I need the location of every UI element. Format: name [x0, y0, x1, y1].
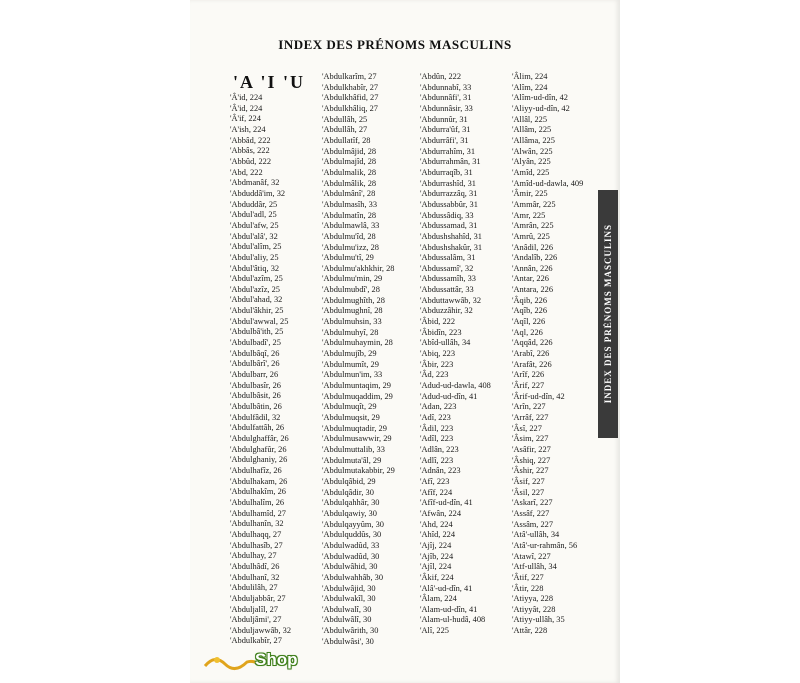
index-entry: 'Adlân, 223 [420, 444, 459, 454]
index-entry: 'Abdullatîf, 28 [322, 135, 371, 145]
index-entry: 'Alam-ul-hudâ, 408 [420, 615, 486, 625]
index-entry: 'Aliyy-ud-dîn, 42 [512, 103, 570, 113]
index-entry: 'Antara, 226 [512, 285, 554, 295]
index-entry: 'Abduddâr, 25 [230, 199, 278, 209]
index-entry: 'Abdullâh, 27 [322, 125, 368, 135]
index-entry: 'Abdulqayyûm, 30 [322, 519, 384, 529]
index-entry: 'Abduzzâhir, 32 [420, 306, 473, 316]
index-entry: 'Atawî, 227 [512, 551, 551, 561]
index-entry: 'Âbir, 223 [420, 359, 454, 369]
index-entry: 'Arrâf, 227 [512, 413, 549, 422]
index-entry: 'Abdulwâhid, 30 [322, 562, 378, 572]
index-entry: 'Abdussâdiq, 33 [420, 210, 474, 220]
index-entry: 'Ajîj, 224 [420, 540, 452, 550]
index-entry: 'Afîf, 224 [420, 487, 453, 497]
index-entry: 'Abdul'âkhir, 25 [230, 306, 284, 316]
index-entry: 'Âtir, 228 [512, 583, 544, 593]
index-entry: 'Abdulmuqtadir, 29 [322, 423, 387, 433]
index-entry: 'Adan, 223 [420, 402, 457, 412]
index-entry: 'Abdulmuqaddim, 29 [322, 391, 393, 401]
index-entry: 'Abdul'azîz, 25 [230, 284, 280, 294]
index-entry: 'Abdulbâsit, 26 [230, 391, 281, 401]
index-entry: 'Abdulmuhaymin, 28 [322, 338, 393, 348]
index-entry: 'Abdul'ahad, 32 [230, 295, 283, 305]
index-entry: 'Âdil, 223 [420, 423, 454, 433]
index-entry: 'Aqîb, 226 [512, 306, 548, 316]
index-entry: 'Abd, 222 [230, 167, 263, 177]
index-entry: 'Amîd, 225 [512, 167, 550, 177]
index-entry: 'Arîf, 226 [512, 370, 545, 380]
logo-swoosh-icon [203, 650, 263, 674]
index-entry: 'Abduddâ'im, 32 [230, 188, 286, 198]
logo-text: Shop [255, 650, 298, 669]
page-title: INDEX DES PRÉNOMS MASCULINS [278, 37, 512, 52]
index-entry: 'Alî, 225 [420, 626, 449, 636]
index-entry: 'Abdulkhâfid, 27 [322, 93, 379, 103]
index-entry: 'Abdul'alâ', 32 [230, 231, 278, 241]
index-entry: 'Abdulmuttalib, 33 [322, 444, 385, 454]
index-entry: 'Abdulghaffâr, 26 [230, 434, 289, 443]
index-entry: 'Abdulbâ'ith, 25 [230, 327, 284, 337]
index-entry: 'Âbidîn, 223 [420, 327, 462, 337]
index-entry: 'Arafât, 226 [512, 359, 552, 369]
index-entry: 'Abdulwalî, 30 [322, 604, 372, 614]
index-entry: 'Abdurrâfi', 31 [420, 135, 469, 145]
index-entry: 'Abdul'awwal, 25 [230, 316, 289, 326]
index-entry: 'Abdulwârith, 30 [322, 626, 379, 636]
index-entry: 'Abdulkhabîr, 27 [322, 82, 379, 92]
index-entry: 'Abdussabbûr, 31 [420, 199, 478, 209]
index-entry: 'Abduljawwâb, 32 [230, 625, 292, 635]
index-entry: 'Abdurrazzâq, 31 [420, 189, 478, 199]
index-entry: 'Abdulmun'im, 33 [322, 370, 383, 380]
index-entry: 'Âbid, 222 [420, 317, 456, 327]
index-entry: 'Atiyyât, 228 [512, 604, 556, 614]
index-entry: 'Abdulmuta'âl, 29 [322, 455, 382, 465]
index-entry: 'Âsî, 227 [512, 423, 542, 433]
index-entry: 'Abdul'adl, 25 [230, 210, 277, 220]
index-entry: 'Abdulghaniy, 26 [230, 455, 288, 465]
index-entry: 'Abdulbasîr, 26 [230, 380, 281, 390]
index-entry: 'Abdûn, 222 [420, 72, 462, 81]
index-entry: 'Abdulmajîd, 28 [322, 157, 377, 167]
index-entry: 'Abdunnâfi', 31 [420, 93, 472, 103]
index-entry: 'Ârif, 227 [512, 381, 545, 391]
index-entry: 'Abdulmughnî, 28 [322, 306, 383, 316]
index-entry: 'Atf-ullâh, 34 [512, 562, 557, 572]
index-entry: 'Arîn, 227 [512, 402, 546, 412]
index-entry: 'Adud-ud-dawla, 408 [420, 381, 491, 391]
index-entry: 'Attâr, 228 [512, 626, 548, 636]
index-entry: 'Abdul'alîm, 25 [230, 242, 282, 252]
index-entry: 'Abdulfattâh, 26 [230, 423, 285, 433]
index-entry: 'Abdulmuhyî, 28 [322, 327, 379, 337]
index-entry: 'Abdulkarîm, 27 [322, 72, 377, 81]
index-entry: 'Abdunnabî, 33 [420, 82, 472, 92]
index-entry: 'Abdulmughîth, 28 [322, 295, 385, 305]
index-entry: 'Abbâd, 222 [230, 135, 271, 145]
index-entry: 'Abdurrahîm, 31 [420, 146, 476, 156]
index-entry: 'Abdulmumît, 29 [322, 359, 379, 369]
index-entry: 'Assâm, 227 [512, 519, 554, 529]
index-entry: 'Abdulmuqsit, 29 [322, 413, 380, 422]
index-entry: 'Abdulwahhâb, 30 [322, 572, 384, 582]
index-entry: 'Abdulwâlî, 30 [322, 615, 372, 625]
index-entry: 'Abdurra'ûf, 31 [420, 125, 471, 135]
index-entry: 'Abdulmatîn, 28 [322, 210, 377, 220]
index-entry: 'Abîd-ullâh, 34 [420, 338, 471, 348]
index-entry: 'Ajîl, 224 [420, 562, 452, 572]
index-entry: 'Abdulhay, 27 [230, 551, 277, 561]
index-entry: 'Abdulilâh, 27 [230, 583, 278, 593]
index-entry: 'Âsif, 227 [512, 476, 545, 486]
index-entry: 'Âmir, 225 [512, 189, 548, 199]
index-entry: 'Abdulbâqî, 26 [230, 348, 280, 358]
index-entry: 'Allâl, 225 [512, 114, 548, 124]
index-entry: 'Adî, 223 [420, 413, 451, 422]
index-entry: 'Abdulwakîl, 30 [322, 594, 376, 604]
index-entry: 'Abdurraqîb, 31 [420, 167, 473, 177]
index-entry: 'Abdulmutakabbir, 29 [322, 466, 395, 476]
index-entry: 'Abdullâh, 25 [322, 114, 368, 124]
index-entry: 'Abdulmâlik, 28 [322, 178, 377, 188]
index-entry: 'Afîf-ud-dîn, 41 [420, 498, 473, 508]
index-entry: 'Abdulhalîm, 26 [230, 497, 285, 507]
index-entry: 'Amrân, 225 [512, 221, 554, 231]
section-tab [598, 190, 618, 438]
index-entry: 'Atiyya, 228 [512, 594, 554, 604]
index-entry: 'Abdulmubdî', 28 [322, 285, 380, 295]
index-entry: 'A'ish, 224 [230, 124, 266, 134]
shop-logo [203, 650, 303, 674]
index-entry: 'Abdulmalik, 28 [322, 167, 377, 177]
index-entry: 'Adlî, 223 [420, 455, 454, 465]
index-entry: 'Adud-ud-dîn, 41 [420, 391, 478, 401]
index-entry: 'Abdmanâf, 32 [230, 178, 280, 188]
index-entry: 'Abdulkabîr, 27 [230, 636, 282, 646]
index-entry: 'Abdulkhâliq, 27 [322, 103, 378, 113]
index-entry: 'Amrû, 225 [512, 231, 550, 241]
index-entry: 'Âlim, 224 [512, 72, 548, 81]
index-entry: 'Abdulmasîh, 33 [322, 199, 378, 209]
index-entry: 'Abdulwâsi', 30 [322, 636, 374, 646]
index-entry: 'Abdulmuhsin, 33 [322, 317, 382, 327]
index-entry: 'Aqîl, 226 [512, 317, 546, 327]
index-entry: 'Abdulmu'îd, 28 [322, 231, 376, 241]
index-entry: 'Abdulmuntaqim, 29 [322, 381, 391, 391]
index-entry: 'Abdushshakûr, 31 [420, 242, 483, 252]
index-entry: 'Abdul'afw, 25 [230, 220, 279, 230]
index-entry: 'Abdulhanî, 32 [230, 572, 280, 582]
index-entry: 'Alyân, 225 [512, 157, 551, 167]
index-entry: 'Abdussattâr, 33 [420, 285, 474, 295]
section-tab-label: INDEX DES PRÉNOMS MASCULINS [603, 224, 613, 404]
index-entry: 'Abduljabbâr, 27 [230, 593, 286, 603]
index-entry: 'Aqqâd, 226 [512, 338, 553, 348]
index-entry: 'Allâma, 225 [512, 135, 555, 145]
index-entry: 'Âshir, 227 [512, 466, 549, 476]
index-entry: 'Afî, 223 [420, 476, 450, 486]
index-entry: 'Abdul'azîm, 25 [230, 274, 283, 284]
index-entry: 'Abdul'âtiq, 32 [230, 263, 280, 273]
index-entry: 'Abdurrashîd, 31 [420, 178, 476, 188]
index-entry: 'Amîd-ud-dawla, 409 [512, 178, 584, 188]
index-entry: 'Abdussamîh, 33 [420, 274, 476, 284]
index-entry: 'Aql, 226 [512, 327, 543, 337]
section-heading: 'A 'I 'U [233, 72, 306, 92]
index-entry: 'Abdulmu'min, 29 [322, 274, 383, 284]
index-entry: 'Askarî, 227 [512, 498, 553, 508]
index-entry: 'Abdulmuqît, 29 [322, 402, 377, 412]
index-entry: 'Abdulmawlâ, 33 [322, 221, 380, 231]
index-entry: 'Abdulmu'izz, 28 [322, 242, 379, 252]
index-entry: 'Abdushshahîd, 31 [420, 231, 482, 241]
index-entry: 'Arabî, 226 [512, 349, 550, 359]
index-column-3 [420, 72, 491, 637]
index-entry: 'Âsim, 227 [512, 434, 549, 444]
index-entry: 'Andalîb, 226 [512, 253, 558, 263]
index-entry: 'Abdulmu'akhkhir, 28 [322, 263, 395, 273]
index-entry: 'Anâdil, 226 [512, 242, 554, 252]
index-entry: 'Alam-ud-dîn, 41 [420, 604, 478, 614]
index-entry: 'Âlam, 224 [420, 594, 457, 604]
index-entry: 'Âsil, 227 [512, 487, 545, 497]
index-entry: 'Abdulmusawwir, 29 [322, 434, 392, 444]
index-entry: 'Amr, 225 [512, 210, 546, 220]
index-entry: 'Abdulfâdil, 32 [230, 412, 281, 422]
index-column-4 [512, 72, 583, 637]
index-entry: 'Â'id, 224 [230, 93, 263, 102]
index-entry: 'Ammâr, 225 [512, 199, 556, 209]
index-entry: 'Abdunnâsir, 33 [420, 103, 473, 113]
index-entry: 'Atiyy-ullâh, 35 [512, 615, 565, 625]
index-entry: 'Abdulhaqq, 27 [230, 529, 282, 539]
index-entry: 'Abdulghafûr, 26 [230, 444, 287, 454]
index-entry: 'Â'if, 224 [230, 114, 261, 124]
index-entry: 'Abdulqâdir, 30 [322, 487, 374, 497]
index-entry: 'Abdulhakam, 26 [230, 476, 288, 486]
index-entry: 'Abdulbarr, 26 [230, 370, 279, 380]
index-entry: 'Abbûd, 222 [230, 156, 272, 166]
index-entry: 'Antar, 226 [512, 274, 549, 284]
index-column-2 [322, 72, 395, 647]
index-entry: 'Ajîb, 224 [420, 551, 454, 561]
index-entry: 'Âshiq, 227 [512, 455, 551, 465]
index-entry: 'Alwân, 225 [512, 146, 553, 156]
index-entry: 'Abdulquddûs, 30 [322, 530, 382, 540]
index-entry: 'Abdulqahhâr, 30 [322, 498, 380, 508]
index-entry: 'Allâm, 225 [512, 125, 552, 135]
index-entry: 'Abdulmu'tî, 29 [322, 253, 374, 263]
index-entry: 'Abduljalîl, 27 [230, 604, 279, 614]
index-entry: 'Abbâs, 222 [230, 146, 270, 156]
index-entry: 'Abdulwadûd, 33 [322, 540, 380, 550]
index-entry: 'Alîm-ud-dîn, 42 [512, 93, 568, 103]
index-entry: 'Atâ'-ur-rahmân, 56 [512, 540, 578, 550]
index-entry: 'Abdurrahmân, 31 [420, 157, 481, 167]
index-entry: 'Alîm, 224 [512, 82, 548, 92]
index-entry: 'Abdulmâjid, 28 [322, 146, 377, 156]
index-entry: 'Abdunnûr, 31 [420, 114, 468, 124]
index-entry: 'Abdulbâtin, 26 [230, 402, 282, 412]
index-entry: 'Atâ'-ullâh, 34 [512, 530, 560, 540]
index-entry: 'Abiq, 223 [420, 349, 456, 359]
index-entry: 'Â'id, 224 [230, 103, 263, 113]
index-entry: 'Âd, 223 [420, 370, 449, 380]
index-entry: 'Abdulhafîz, 26 [230, 465, 282, 475]
index-entry: 'Âkif, 224 [420, 572, 454, 582]
index-entry: 'Abdulqawiy, 30 [322, 508, 377, 518]
index-entry: 'Abdulhakîm, 26 [230, 487, 286, 497]
index-entry: 'Abdulhamîd, 27 [230, 508, 286, 518]
index-entry: 'Abdussamî', 32 [420, 263, 474, 273]
index-entry: 'Abdulbârî', 26 [230, 359, 280, 369]
index-entry: 'Abdulbadî', 25 [230, 338, 281, 348]
index-entry: 'Abdussamad, 31 [420, 221, 478, 231]
index-entry: 'Abduljâmi', 27 [230, 615, 282, 625]
index-entry: 'Adnân, 223 [420, 466, 461, 476]
index-entry: 'Âtif, 227 [512, 572, 544, 582]
index-entry: 'Abdulqâbid, 29 [322, 476, 376, 486]
index-entry: 'Abdul'aliy, 25 [230, 252, 279, 262]
index-entry: 'Âqib, 226 [512, 295, 548, 305]
index-entry: 'Abdulhâdî, 26 [230, 561, 280, 571]
index-entry: 'Alâ'-ud-dîn, 41 [420, 583, 473, 593]
index-entry: 'Adîl, 223 [420, 434, 454, 444]
index-entry: 'Asâfir, 227 [512, 444, 551, 454]
index-entry: 'Abdulhasîb, 27 [230, 540, 283, 550]
index-column-1 [230, 93, 291, 647]
index-entry: 'Abdulmujîb, 29 [322, 349, 377, 359]
index-entry: 'Abdulhanîn, 32 [230, 519, 284, 529]
index-entry: 'Abdulwadûd, 30 [322, 551, 380, 561]
index-entry: 'Abdulmânî', 28 [322, 189, 376, 199]
index-entry: 'Ahd, 224 [420, 519, 453, 529]
index-entry: 'Abduttawwâb, 32 [420, 295, 482, 305]
index-entry: 'Abdussalâm, 31 [420, 253, 476, 263]
index-entry: 'Assâf, 227 [512, 508, 550, 518]
index-entry: 'Abdulwâjid, 30 [322, 583, 376, 593]
index-entry: 'Annân, 226 [512, 263, 553, 273]
index-entry: 'Afwân, 224 [420, 508, 462, 518]
index-entry: 'Ahîd, 224 [420, 530, 456, 540]
index-entry: 'Ârif-ud-dîn, 42 [512, 391, 565, 401]
